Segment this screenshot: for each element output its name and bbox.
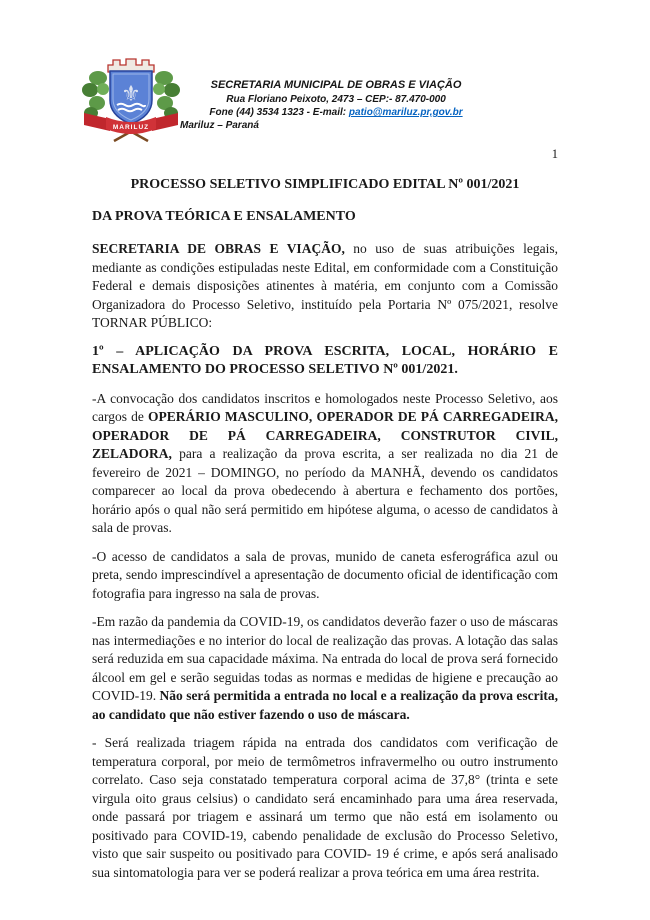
ribbon-banner-text: MARILUZ — [112, 124, 150, 131]
paragraph-access: -O acesso de candidatos a sala de provas, munido de caneta esferográfica azul ou preta, sendo imprescindível a apresentação de documento oficial de identificação com fotografia para ingresso na sala de provas. — [92, 548, 558, 601]
foliage-left-decoration — [82, 71, 109, 119]
paragraph-screening: - Será realizada triagem rápida na entrada dos candidatos com verificação de temperatura corporal, por meio de termômetros infravermelho ou outro instrumento correlato. Caso seja constatado temperatura corporal acima de 37,8° (trinta e sete virgula oito graus celsius) o candidato será encaminhado para uma área reservada, onde passará por triagem e assinará um termo que não está em isolamento ou positivado para COVID-19, cabendo penalidade de exclusão do Processo Seletivo, visto que sair suspeito ou positivado para COVID- 19 é crime, e após será analisado sua sintomatologia para ver se poderá realizar a prova teórica em uma área restrita. — [92, 735, 558, 880]
document-subtitle: DA PROVA TEÓRICA E ENSALAMENTO — [92, 209, 356, 224]
address-line: Rua Floriano Peixoto, 2473 – CEP:- 87.470-000 — [226, 94, 446, 105]
mural-crown — [108, 59, 154, 72]
city-line: Mariluz – Paraná — [180, 120, 259, 131]
convocation-text-run-before: -A convocação dos candidatos inscritos e homologados neste Processo Seletivo, aos cargos de — [92, 390, 558, 424]
page-number: 1 — [551, 147, 558, 161]
email-link[interactable]: patio@mariluz.pr,gov.br — [348, 107, 463, 118]
convocation-bold-run: OPERÁRIO MASCULINO, OPERADOR DE PÁ CARREGADEIRA, OPERADOR DE PÁ CARREGADEIRA, CONSTRUTOR CIVIL, ZELADORA, — [92, 409, 559, 461]
covid-text-run: -Em razão da pandemia da COVID-19, os candidatos deverão fazer o uso de máscaras nas intermediações e no interior do local de realização das provas. A lotação das salas será reduzida em sua capacidade máxima. Na entrada do local de prova será fornecido álcool em gel e serão seguidas todas as normas e medidas de higiene e precaução ao COVID-19. — [92, 614, 558, 703]
phone-email-prefix: Fone (44) 3534 1323 - E-mail: — [209, 107, 349, 118]
mariluz-coat-of-arms — [76, 56, 186, 144]
section-1-heading: 1º – APLICAÇÃO DA PROVA ESCRITA, LOCAL, HORÁRIO E ENSALAMENTO DO PROCESSO SELETIVO Nº 001/2021. — [92, 343, 558, 377]
paragraph-covid — [92, 613, 558, 724]
phone-email-line — [180, 106, 492, 119]
paragraph-preamble — [92, 240, 558, 333]
document-title: PROCESSO SELETIVO SIMPLIFICADO EDITAL Nº 001/2021 — [130, 177, 520, 192]
paragraph-convocation — [92, 390, 558, 538]
covid-bold-run: Não será permitida a entrada no local e a realização da prova escrita, ao candidato que não estiver fazendo o uso de máscara. — [92, 688, 558, 722]
convocation-text-run-after: para a realização da prova escrita, a ser realizada no dia 21 de fevereiro de 2021 – DOMINGO, no período da MANHÃ, devendo os candidatos comparecer ao local da prova obedecendo à abertura e fechamento dos portões, horário após o qual não será permitido em hipótese alguma, o acesso de candidatos à sala de provas. — [92, 446, 558, 535]
foliage-right-decoration — [153, 71, 180, 119]
fleur-de-lis-icon: ⚜ — [121, 82, 141, 107]
org-name: SECRETARIA MUNICIPAL DE OBRAS E VIAÇÃO — [210, 79, 462, 91]
preamble-text-run: no uso de suas atribuições legais, mediante as condições estipuladas neste Edital, em conformidade com a Constituição Federal e demais disposições atinentes à matéria, em conjunto com a Comissão Organizadora do Processo Seletivo, instituído pela Portaria Nº 075/2021, resolve TORNAR PÚBLICO: — [92, 241, 558, 330]
letterhead-text — [180, 78, 492, 132]
document-body — [92, 146, 558, 892]
preamble-bold-run: SECRETARIA DE OBRAS E VIAÇÃO, — [92, 241, 345, 256]
coat-of-arms-graphic — [76, 56, 186, 144]
